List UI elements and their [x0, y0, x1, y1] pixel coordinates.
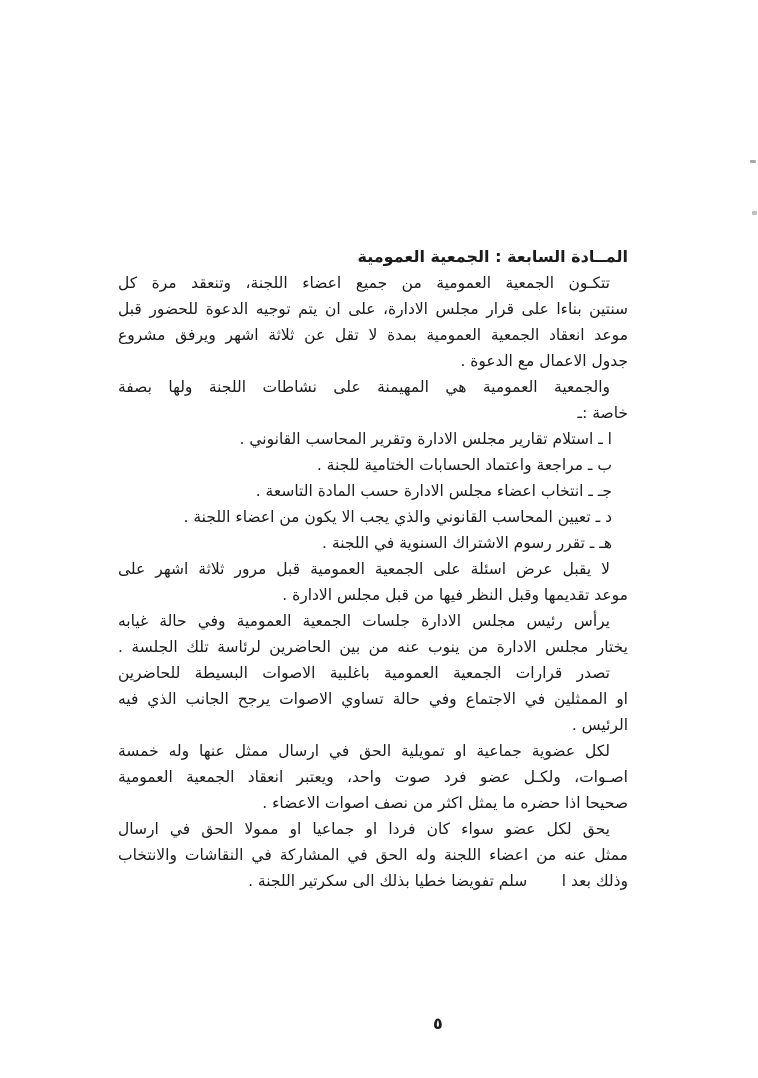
body-line: صحيحا اذا حضره ما يمثل اكثر من نصف اصوات الاعضاء . [262, 794, 628, 812]
body-line: يرأس رئيس مجلس الادارة جلسات الجمعية العمومية وفي حالة غيابه [118, 612, 610, 630]
body-line: يختار مجلس الادارة من ينوب عنه من بين الحاضرين لرئاسة تلك الجلسة . [118, 638, 628, 656]
list-item-j: جـ ـ انتخاب اعضاء مجلس الادارة حسب المادة التاسعة . [255, 482, 612, 500]
body-line: والجمعية العمومية هي المهيمنة على نشاطات اللجنة ولها بصفة [118, 378, 610, 396]
scan-artifact-mark [750, 160, 756, 163]
body-line: موعد انعقاد الجمعية العمومية بمدة لا تقل عن ثلاثة اشهر ويرفق مشروع [118, 326, 628, 344]
body-line: تتكـون الجمعية العمومية من جميع اعضاء اللجنة، وتنعقد مرة كل [118, 274, 610, 292]
body-line: او الممثلين في الاجتماع وفي حالة تساوي الاصوات يرجح الجانب الذي فيه [118, 690, 628, 708]
body-line: خاصة :ـ [577, 404, 628, 422]
scan-artifact-mark [752, 211, 757, 215]
body-line: موعد تقديمها وقبل النظر فيها من قبل مجلس الادارة . [282, 586, 628, 604]
body-line: لا يقبل عرض اسئلة على الجمعية العمومية قبل مرور ثلاثة اشهر على [118, 560, 610, 578]
body-line: لكل عضوية جماعية او تمويلية الحق في ارسال ممثل عنها وله خمسة [118, 742, 610, 760]
body-line: الرئيس . [571, 716, 628, 734]
article-heading: المــادة السابعة : الجمعية العمومية [357, 247, 628, 266]
list-item-h: هـ ـ تقرر رسوم الاشتراك السنوية في اللجنة . [322, 534, 612, 552]
article-text-block [118, 244, 628, 894]
body-line: وذلك بعد ا سلم تفويضا خطيا بذلك الى سكرتير اللجنة . [248, 872, 628, 890]
body-line: يحق لكل عضو سواء كان فردا او جماعيا او ممولا الحق في ارسال [118, 820, 610, 838]
body-line: اصـوات، ولكـل عضو فرد صوت واحد، ويعتبر انعقاد الجمعية العمومية [118, 768, 628, 786]
body-line: سنتين بناءا على قرار مجلس الادارة، على ان يتم توجيه الدعوة للحضور قبل [118, 300, 628, 318]
body-line: تصدر قرارات الجمعية العمومية باغلبية الاصوات البسيطة للحاضرين [118, 664, 610, 682]
list-item-a: ا ـ استلام تقارير مجلس الادارة وتقرير المحاسب القانوني . [239, 430, 612, 448]
body-line: جدول الاعمال مع الدعوة . [460, 352, 628, 370]
list-item-b: ب ـ مراجعة واعتماد الحسابات الختامية للجنة . [316, 456, 612, 474]
page-number: ٥ [433, 1014, 443, 1033]
list-item-d: د ـ تعيين المحاسب القانوني والذي يجب الا يكون من اعضاء اللجنة . [183, 508, 612, 526]
body-line: ممثل عنه من اعضاء اللجنة وله الحق في المشاركة في النقاشات والانتخاب [118, 846, 628, 864]
